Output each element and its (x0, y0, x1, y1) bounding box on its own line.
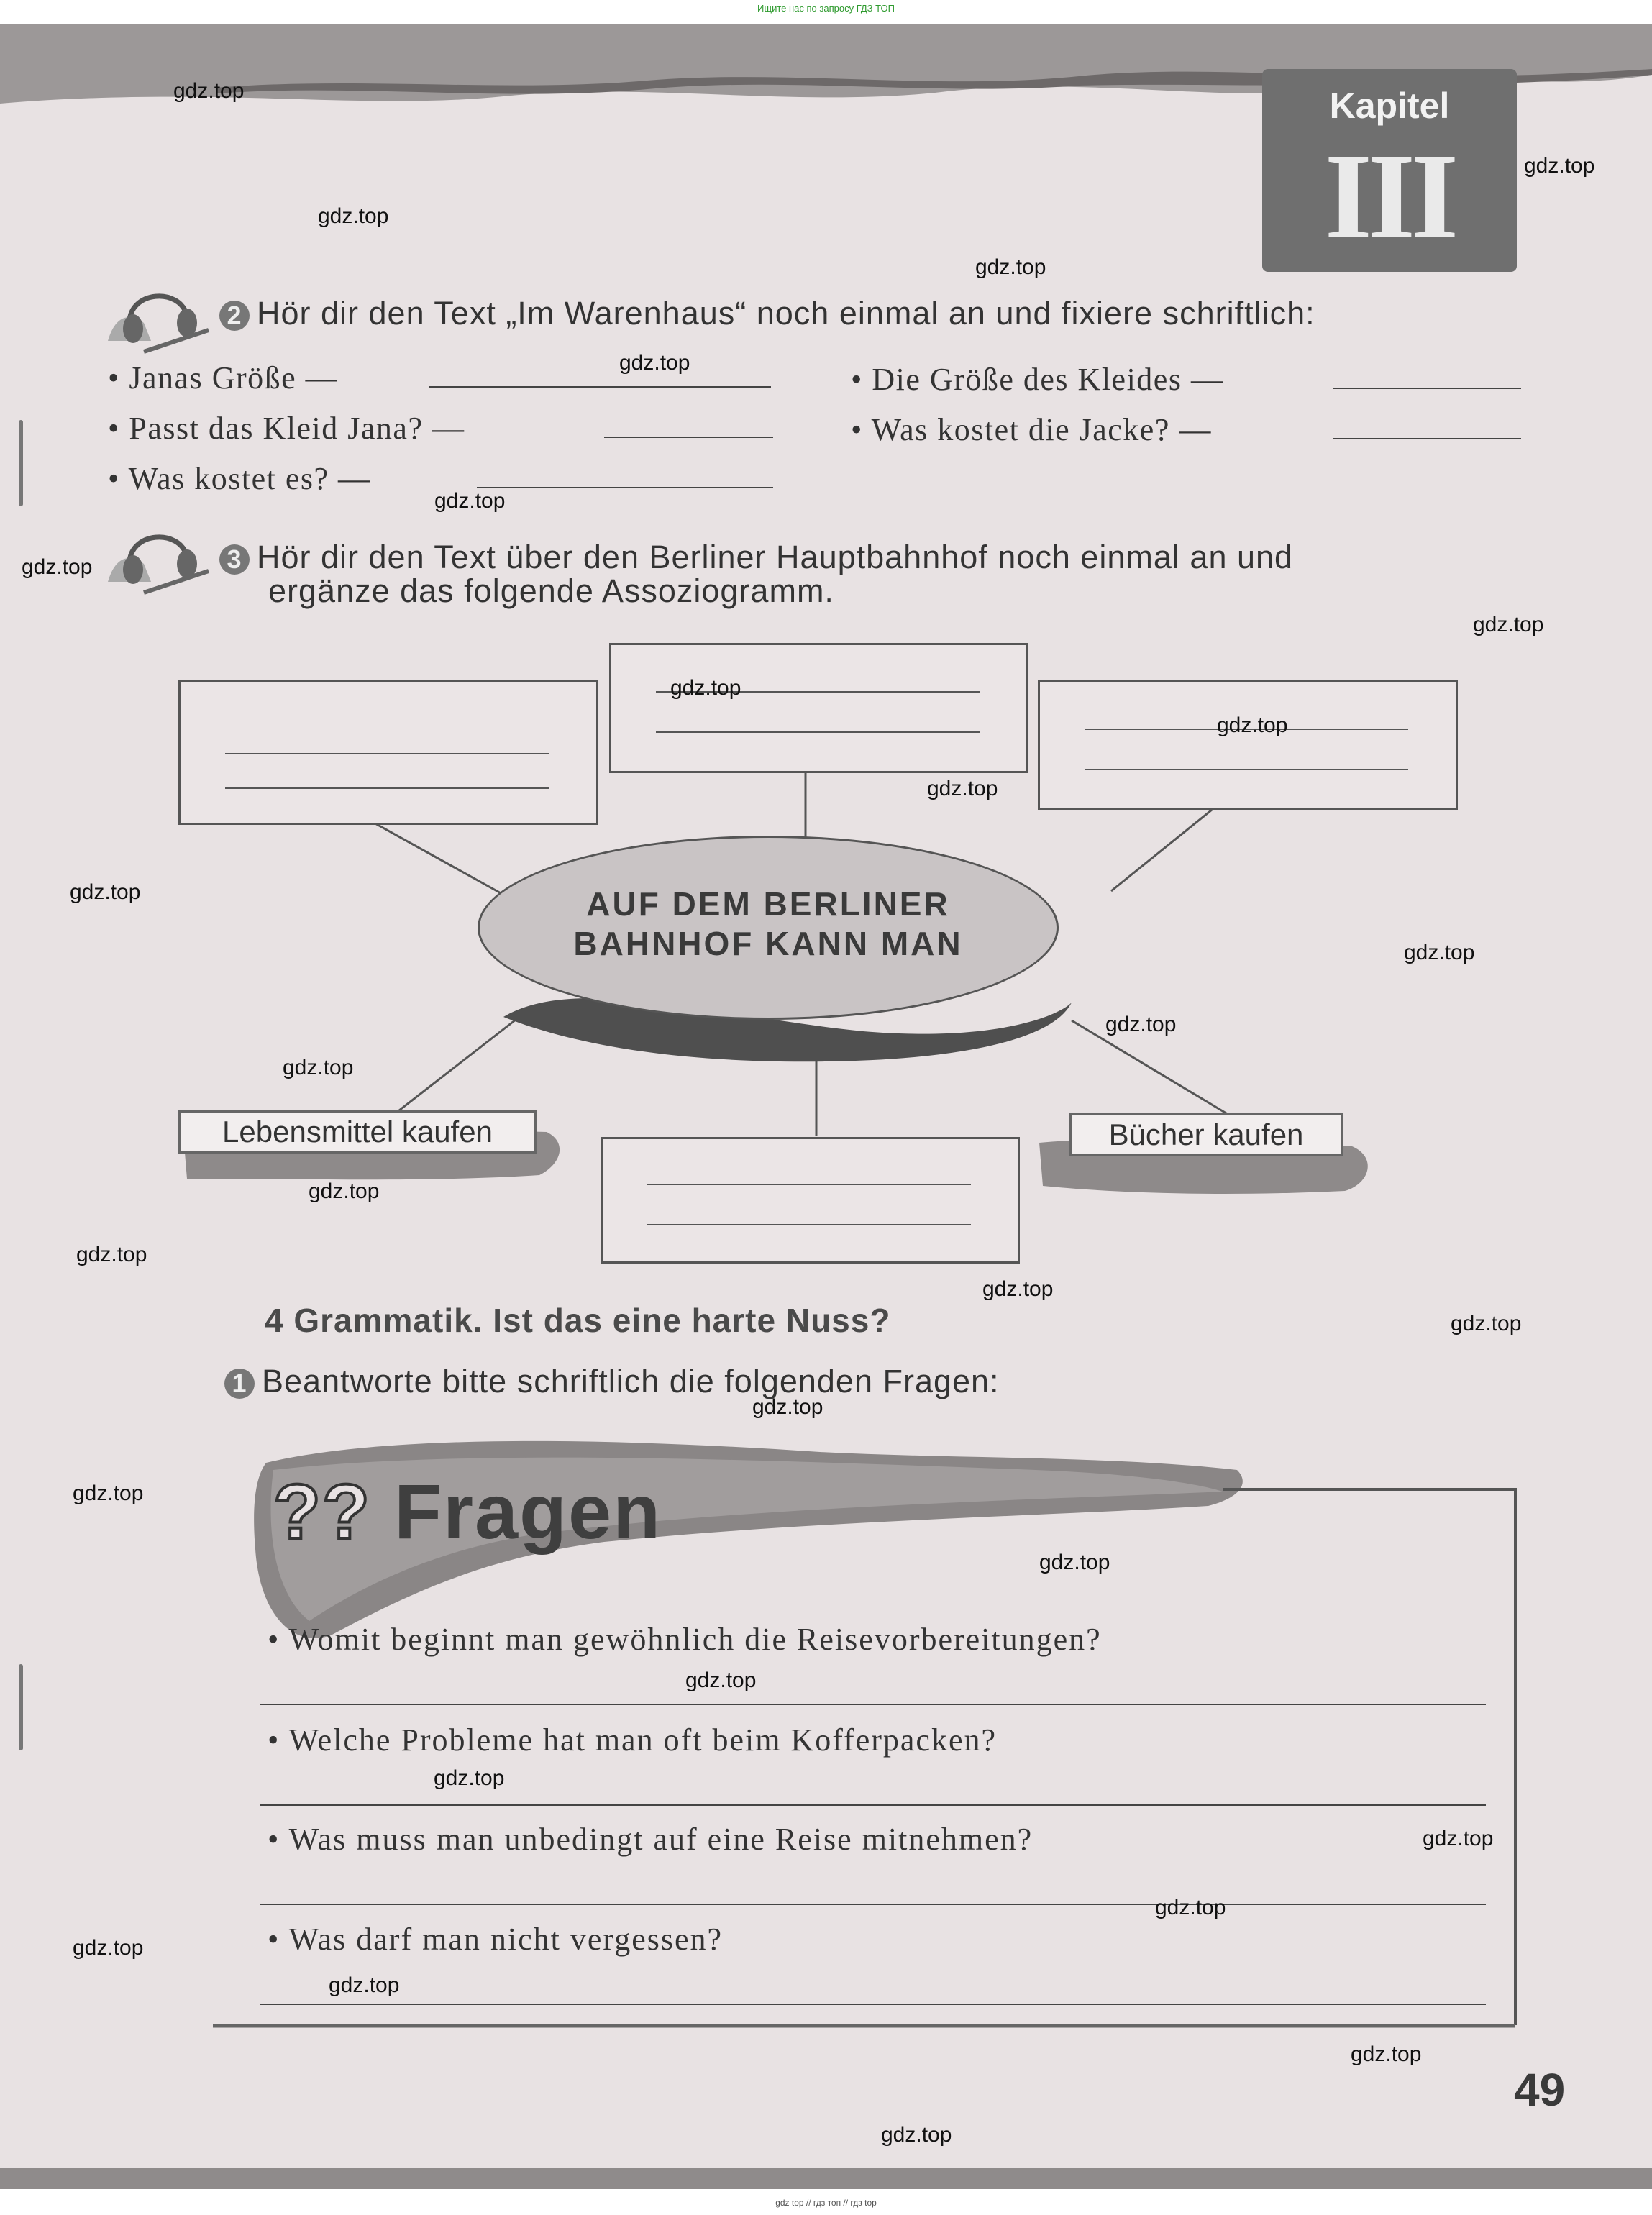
task2-item-4-text: Die Größe des Kleides — (872, 362, 1224, 397)
workbook-page (0, 24, 1652, 2189)
watermark: gdz.top (1423, 1827, 1494, 1850)
question-2-text: Welche Probleme hat man oft beim Kofferpacken? (288, 1722, 998, 1758)
watermark: gdz.top (173, 79, 245, 103)
watermark: gdz.top (1451, 1312, 1522, 1335)
watermark: gdz.top (685, 1668, 757, 1692)
staple (19, 420, 23, 506)
section4-task1-number: 1 (224, 1369, 255, 1399)
watermark: gdz.top (318, 204, 389, 228)
task2-item-3: • Was kostet es? — (108, 461, 371, 496)
question-3: • Was muss man unbedingt auf eine Reise mitnehmen? (268, 1822, 1033, 1857)
watermark: gdz.top (70, 880, 141, 904)
site-notice[interactable]: Ищите нас по запросу ГДЗ ТОП (757, 3, 895, 14)
watermark: gdz.top (1524, 154, 1595, 178)
task2-item-1: • Janas Größe — (108, 360, 339, 396)
watermark: gdz.top (434, 489, 506, 513)
answer-line-question-2[interactable] (260, 1804, 1486, 1806)
footer-notice[interactable]: gdz top // гдз топ // гдз top (775, 2198, 877, 2208)
fragen-frame (0, 24, 1652, 2189)
center-line-2: BAHNHOF KANN MAN (573, 925, 963, 962)
question-2: • Welche Probleme hat man oft beim Kofferpacken? (268, 1722, 998, 1758)
fragen-title-text: Fragen (393, 1468, 662, 1555)
watermark: gdz.top (619, 351, 690, 375)
watermark: gdz.top (73, 1481, 144, 1505)
given-answer-lebensmittel: Lebensmittel kaufen (178, 1110, 537, 1154)
watermark: gdz.top (1404, 941, 1475, 964)
question-1-text: Womit beginnt man gewöhnlich die Reisevorbereitungen? (288, 1622, 1102, 1657)
task3-instruction-line2: ergänze das folgende Assoziogramm. (268, 572, 834, 609)
watermark: gdz.top (76, 1243, 147, 1266)
kapitel-numeral: III (1324, 129, 1455, 264)
page-number: 49 (1514, 2064, 1566, 2116)
section4-heading: 4 Grammatik. Ist das eine harte Nuss? (265, 1302, 891, 1339)
watermark: gdz.top (1351, 2042, 1422, 2066)
watermark: gdz.top (73, 1936, 144, 1960)
question-4: • Was darf man nicht vergessen? (268, 1922, 724, 1957)
question-1: • Womit beginnt man gewöhnlich die Reisevorbereitungen? (268, 1622, 1102, 1657)
watermark: gdz.top (1039, 1550, 1110, 1574)
watermark: gdz.top (752, 1395, 823, 1419)
watermark: gdz.top (927, 777, 998, 800)
task2-item-2-text: Passt das Kleid Jana? — (129, 411, 465, 446)
staple (19, 1664, 23, 1750)
task2-number: 2 (219, 301, 250, 331)
watermark: gdz.top (881, 2123, 952, 2147)
watermark: gdz.top (309, 1179, 380, 1203)
answer-line-question-3[interactable] (260, 1904, 1486, 1905)
task2-item-2: • Passt das Kleid Jana? — (108, 411, 465, 446)
center-line-1: AUF DEM BERLINER (586, 885, 950, 923)
task2-item-3-text: Was kostet es? — (128, 461, 371, 496)
bottom-band (0, 2168, 1652, 2189)
task2-item-1-text: Janas Größe — (129, 360, 339, 396)
watermark: gdz.top (22, 555, 93, 579)
watermark: gdz.top (283, 1056, 354, 1079)
task2-item-5-text: Was kostet die Jacke? — (871, 412, 1212, 447)
watermark: gdz.top (975, 255, 1046, 279)
question-marks-icon: ?? (273, 1468, 371, 1555)
question-3-text: Was muss man unbedingt auf eine Reise mitnehmen? (288, 1822, 1033, 1857)
watermark: gdz.top (329, 1973, 400, 1997)
task3-number: 3 (219, 544, 250, 575)
watermark: gdz.top (1105, 1013, 1177, 1036)
watermark: gdz.top (1217, 713, 1288, 737)
kapitel-label: Kapitel (1329, 86, 1450, 126)
section4-task1-instruction-text: Beantworte bitte schriftlich die folgenden Fragen: (262, 1363, 1000, 1399)
watermark: gdz.top (670, 676, 741, 700)
watermark: gdz.top (1155, 1896, 1226, 1919)
answer-line-question-4[interactable] (260, 2004, 1486, 2005)
task2-instruction-text: Hör dir den Text „Im Warenhaus“ noch einmal an und fixiere schriftlich: (257, 295, 1315, 332)
task2-item-5: • Was kostet die Jacke? — (851, 412, 1212, 447)
watermark: gdz.top (982, 1277, 1054, 1301)
watermark: gdz.top (434, 1766, 505, 1790)
task2-item-4: • Die Größe des Kleides — (851, 362, 1224, 397)
answer-line-question-1[interactable] (260, 1704, 1486, 1705)
task3-instruction-line1-text: Hör dir den Text über den Berliner Hauptbahnhof noch einmal an und (257, 539, 1294, 575)
given-answer-buecher: Bücher kaufen (1069, 1113, 1343, 1156)
question-4-text: Was darf man nicht vergessen? (288, 1922, 724, 1957)
watermark: gdz.top (1473, 613, 1544, 636)
